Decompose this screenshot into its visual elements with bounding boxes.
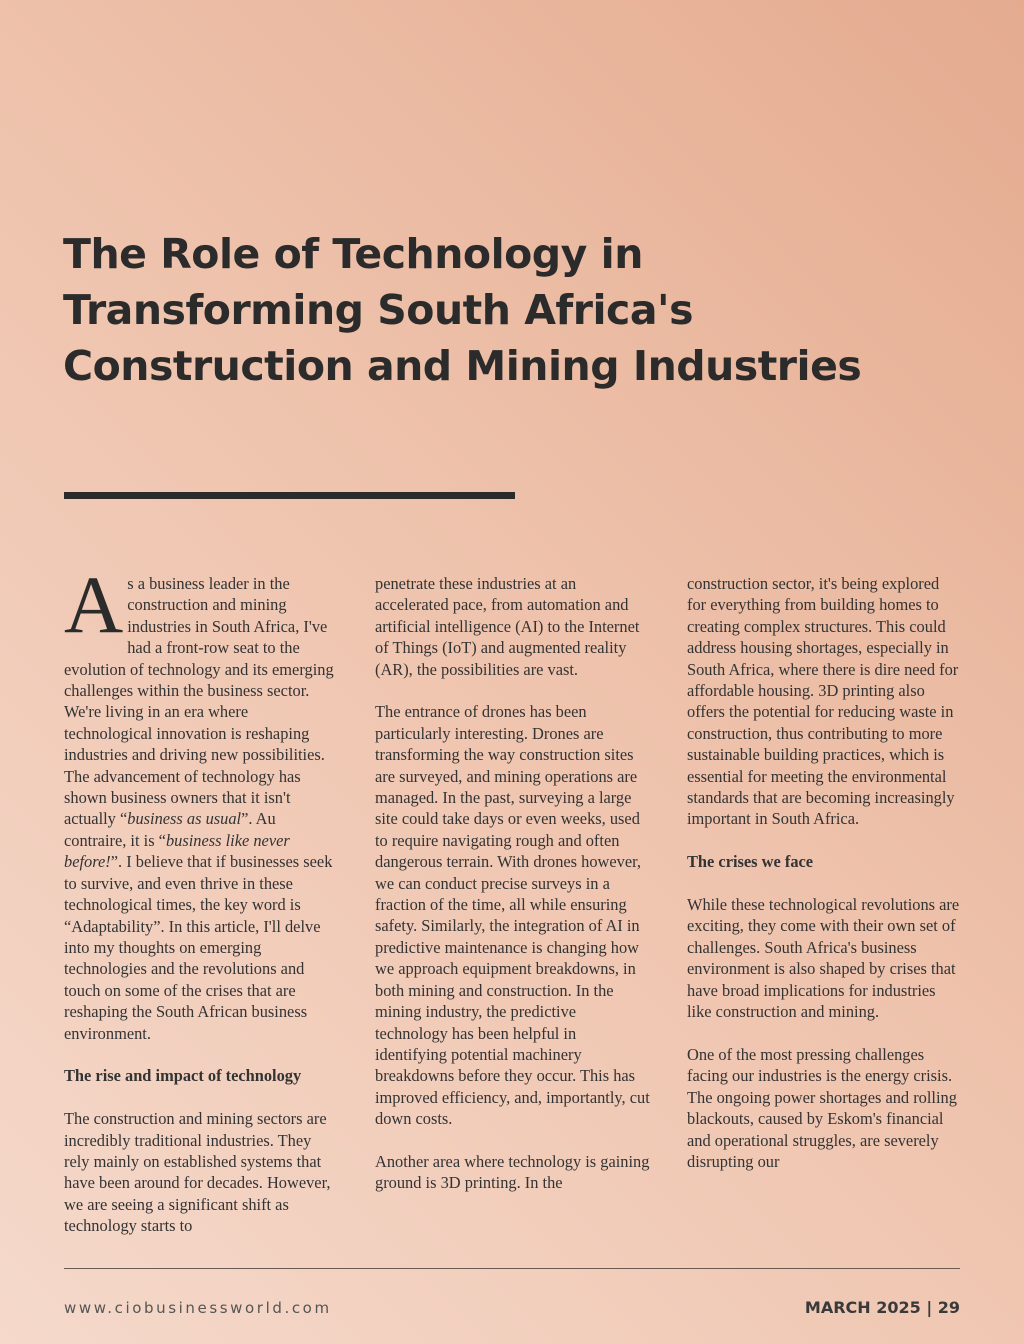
paragraph-challenges: While these technological revolutions are exciting, they come with their own set of challenges. South Africa's business environment is also shaped by crises that have broad implications for industries like construction and mining.: [687, 895, 960, 1022]
intro-text-3: ”. I believe that if businesses seek to survive, and even thrive in these technological times, the key word is “Adaptability”. In this article, I'll delve into my thoughts on emerging technologies and the revolutions and touch on some of the crises that are reshaping the South African business environment.: [64, 852, 333, 1043]
paragraph-drones: The entrance of drones has been particularly interesting. Drones are transforming the way construction sites are surveyed, and mining operations are managed. In the past, surveying a large site could take days or even weeks, used to require navigating rough and often dangerous terrain. With drones however, we can conduct precise surveys in a fraction of the time, all while ensuring safety. Similarly, the integration of AI in predictive maintenance is changing how we approach equipment breakdowns, in both mining and construction. In the mining industry, the predictive technology has been helpful in identifying potential machinery breakdowns before they occur. This has improved efficiency, and, importantly, cut down costs.: [375, 702, 650, 1129]
footer-issue-page: MARCH 2025 | 29: [804, 1298, 960, 1317]
title-divider: [64, 492, 515, 499]
article-column-2: [375, 573, 650, 1194]
paragraph-traditional-industries: The construction and mining sectors are incredibly traditional industries. They rely mainly on established systems that have been around for decades. However, we are seeing a significant shift as technology starts to: [64, 1109, 331, 1236]
paragraph-3d-printing: Another area where technology is gaining ground is 3D printing. In the: [375, 1151, 650, 1193]
intro-italic-1: business as usual: [127, 809, 242, 829]
article-title: The Role of Technology in Transforming South Africa's Construction and Mining Industries: [63, 230, 862, 390]
paragraph-energy-crisis: One of the most pressing challenges facing our industries is the energy crisis. The ongoing power shortages and rolling blackouts, caused by Eskom's financial and operational struggles, are severely disrupting our: [687, 1044, 957, 1171]
intro-text-2: ”. Au contraire, it is “: [64, 809, 276, 850]
article-column-3: [687, 573, 962, 1172]
paragraph-construction-sector: construction sector, it's being explored for everything from building homes to creating complex structures. This could address housing shortages, especially in South Africa, where there is dire need for affordable housing. 3D printing also offers the potential for reducing waste in construction, thus contributing to more sustainable building practices, which is essential for meeting the environmental standards that are becoming increasingly important in South Africa.: [687, 574, 959, 829]
intro-italic-2: business like never before!: [64, 830, 290, 872]
footer-divider: [64, 1268, 960, 1269]
footer-website: www.ciobusinessworld.com: [64, 1299, 332, 1317]
section-heading-crises: The crises we face: [687, 852, 814, 872]
intro-text-1: s a business leader in the construction and mining industries in South Africa, I've had a front-row seat to the evolution of technology and its emerging challenges within the business sector. We're living in an era where technological innovation is reshaping industries and driving new possibilities. The advancement of technology has shown business owners that it isn't actually “: [64, 574, 334, 829]
section-heading-rise: The rise and impact of technology: [64, 1066, 302, 1086]
paragraph-possibilities: penetrate these industries at an accelerated pace, from automation and artificial intelligence (AI) to the Internet of Things (IoT) and augmented reality (AR), the possibilities are vast.: [375, 574, 640, 679]
article-column-1: [64, 559, 339, 1237]
intro-paragraph: [64, 559, 339, 1044]
drop-cap: A: [64, 559, 124, 650]
